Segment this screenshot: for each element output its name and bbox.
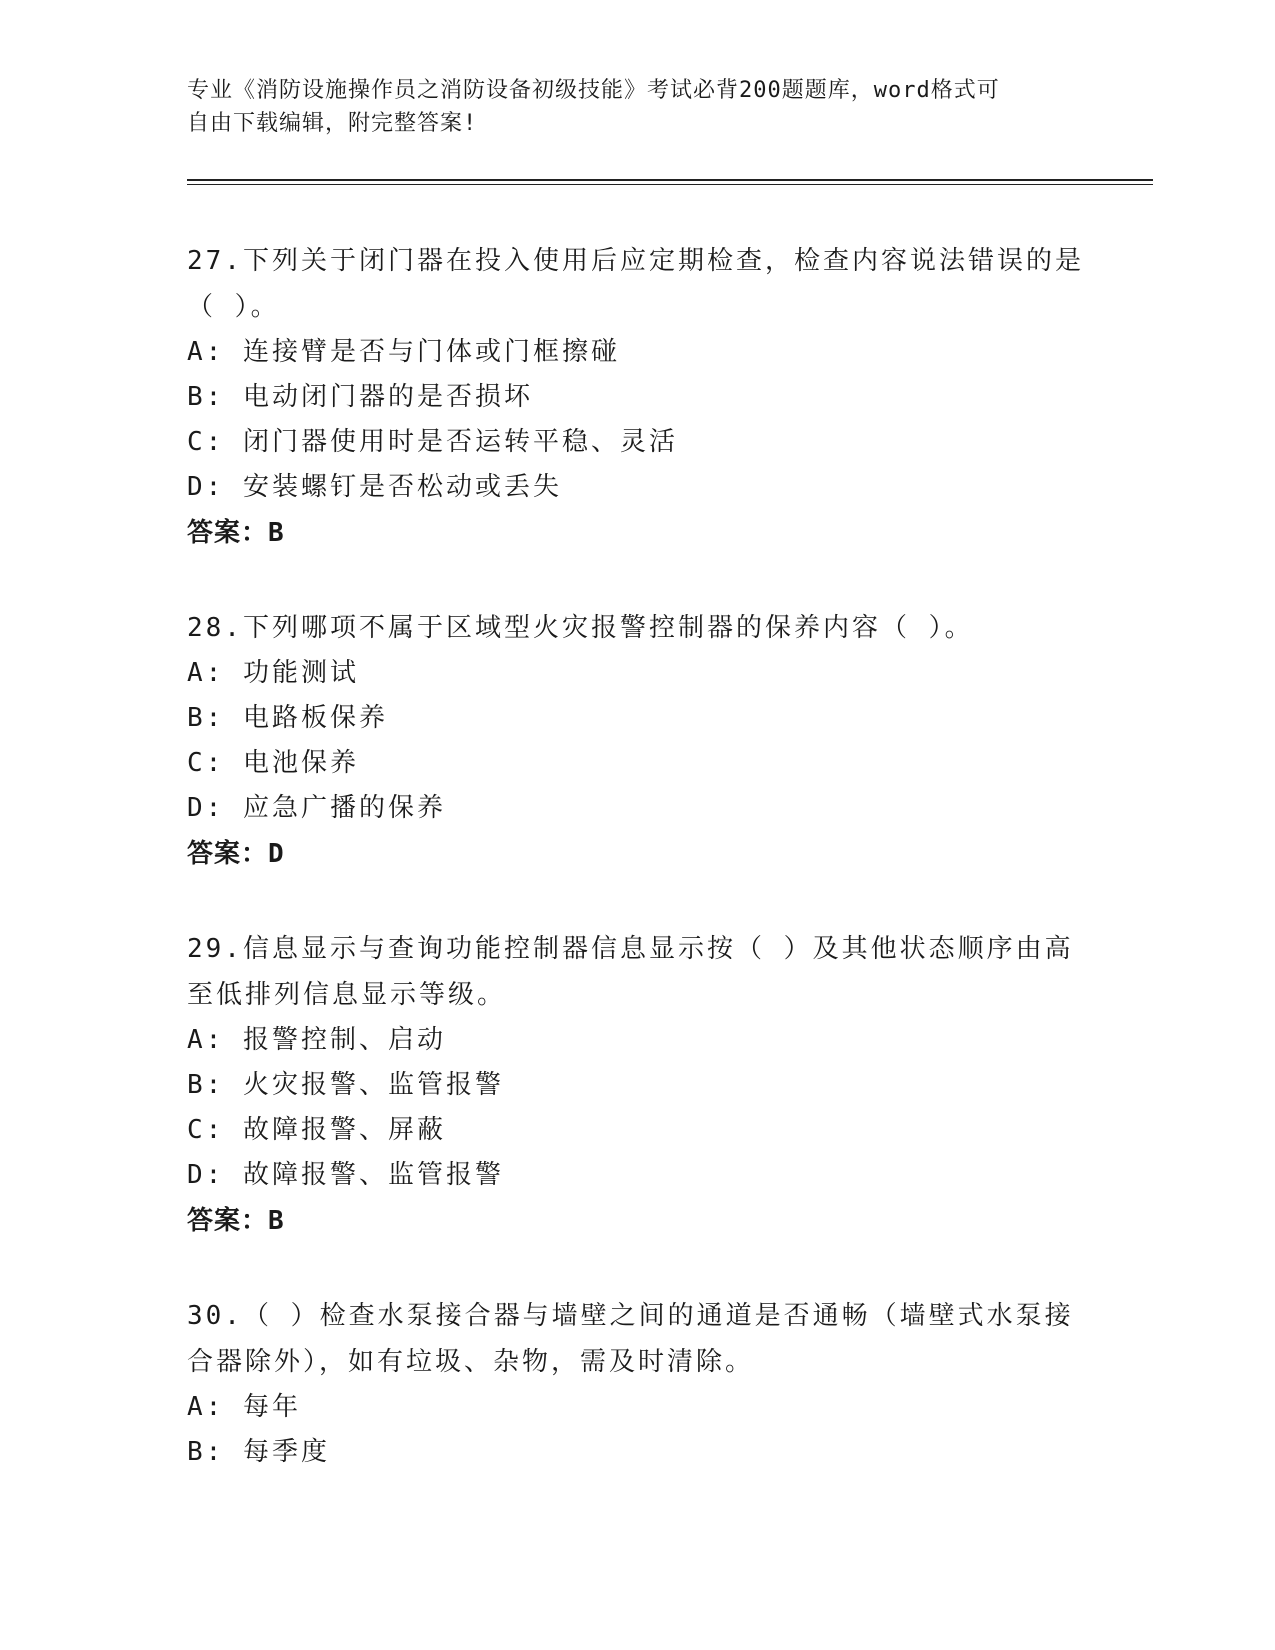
question-29 <box>187 926 1087 1244</box>
option-d: D: 应急广播的保养 <box>187 793 446 823</box>
header-line-2: 自由下载编辑，附完整答案! <box>187 111 478 136</box>
option-a: A: 每年 <box>187 1392 301 1422</box>
document-header <box>187 74 1087 140</box>
answer-line: 答案：B <box>187 518 285 548</box>
question-stem-line-2: 至低排列信息显示等级。 <box>187 980 507 1010</box>
option-a: A: 报警控制、启动 <box>187 1025 446 1055</box>
option-c: C: 电池保养 <box>187 748 359 778</box>
question-list <box>187 238 1087 1524</box>
option-b: B: 电动闭门器的是否损坏 <box>187 382 533 412</box>
question-stem <box>187 926 1087 1018</box>
option-d: D: 安装螺钉是否松动或丢失 <box>187 472 562 502</box>
option-b: B: 电路板保养 <box>187 703 388 733</box>
header-divider-thick <box>187 179 1153 181</box>
answer-line: 答案：B <box>187 1206 285 1236</box>
question-stem <box>187 238 1087 330</box>
question-stem-line-2: 合器除外），如有垃圾、杂物，需及时清除。 <box>187 1347 755 1377</box>
option-c: C: 故障报警、屏蔽 <box>187 1115 446 1145</box>
header-line-1: 专业《消防设施操作员之消防设备初级技能》考试必背200题题库，word格式可 <box>187 78 1000 103</box>
question-27 <box>187 238 1087 556</box>
question-stem <box>187 605 1087 651</box>
option-c: C: 闭门器使用时是否运转平稳、灵活 <box>187 427 678 457</box>
option-b: B: 每季度 <box>187 1437 330 1467</box>
option-a: A: 连接臂是否与门体或门框擦碰 <box>187 337 620 367</box>
question-stem-line-1: 30.（ ）检查水泵接合器与墙壁之间的通道是否通畅（墙壁式水泵接 <box>187 1301 1074 1331</box>
question-28 <box>187 605 1087 877</box>
header-divider-thin <box>187 184 1153 185</box>
option-d: D: 故障报警、监管报警 <box>187 1160 504 1190</box>
question-stem-line-1: 27.下列关于闭门器在投入使用后应定期检查，检查内容说法错误的是 <box>187 246 1084 276</box>
option-a: A: 功能测试 <box>187 658 359 688</box>
question-stem-line-1: 28.下列哪项不属于区域型火灾报警控制器的保养内容（ ）。 <box>187 613 974 643</box>
option-b: B: 火灾报警、监管报警 <box>187 1070 504 1100</box>
question-stem-line-1: 29.信息显示与查询功能控制器信息显示按（ ）及其他状态顺序由高 <box>187 934 1074 964</box>
question-30 <box>187 1293 1087 1475</box>
answer-line: 答案：D <box>187 839 285 869</box>
question-stem-line-2: （ ）。 <box>187 292 280 322</box>
question-stem <box>187 1293 1087 1385</box>
